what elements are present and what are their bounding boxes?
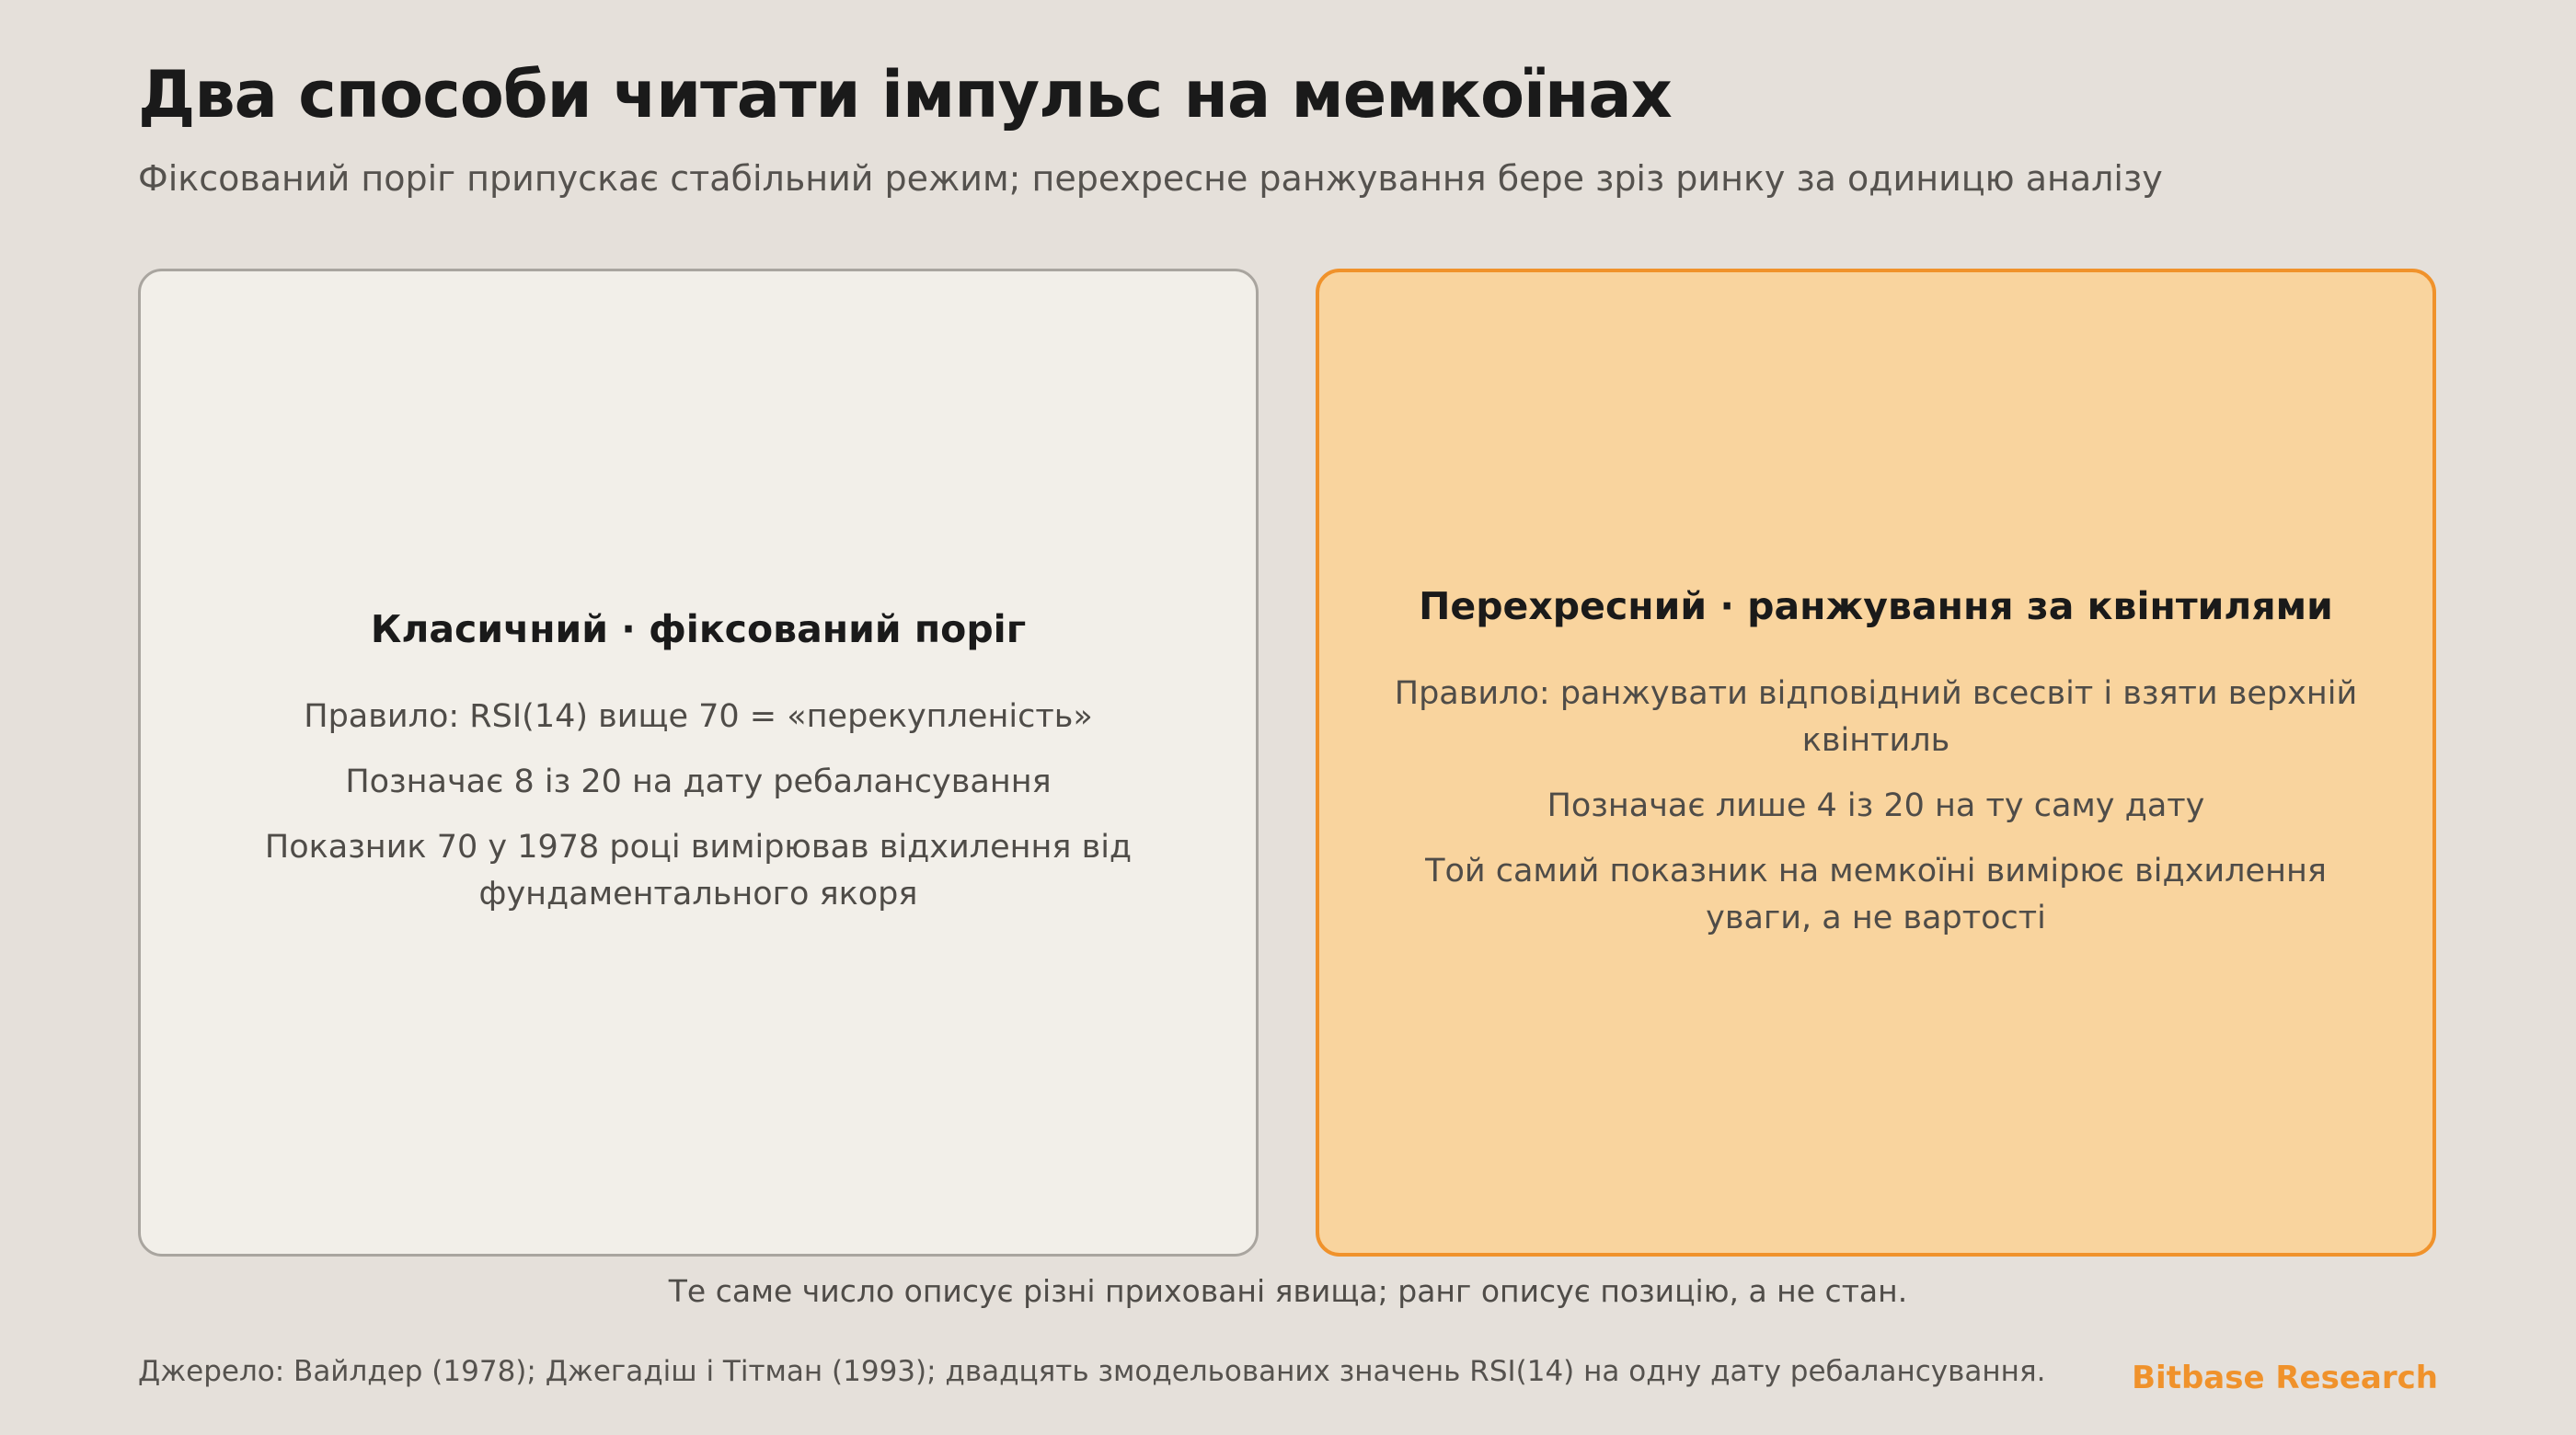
classic-count-text: Позначає 8 із 20 на дату ребалансування [345, 763, 1052, 800]
source-note: Джерело: Вайлдер (1978); Джегадіш і Тітман (1993); двадцять змодельованих значень RSI(14) на одну дату ребалансування. [138, 1355, 2046, 1388]
cross-panel-title: Перехресний · ранжування за квінтилями [1419, 583, 2333, 628]
cross-context-text: Той самий показник на мемкоїні вимірює відхилення уваги, а не вартості [1425, 852, 2327, 936]
summary-caption: Те саме число описує різні приховані явища; ранг описує позицію, а не стан. [668, 1273, 1908, 1309]
classic-context-text: Показник 70 у 1978 році вимірював відхилення від фундаментального якоря [264, 829, 1133, 913]
classic-panel-title: Класичний · фіксований поріг [370, 607, 1027, 651]
brand-logo-text: Bitbase Research [2132, 1360, 2438, 1396]
classic-approach-panel [138, 269, 1259, 1257]
cross-rule-text: Правило: ранжувати відповідний всесвіт і взяти верхній квінтиль [1394, 674, 2358, 759]
classic-rule-text: Правило: RSI(14) вище 70 = «перекупленість» [304, 698, 1093, 735]
page-subtitle: Фіксований поріг припускає стабільний режим; перехресне ранжування бере зріз ринку за одиницю аналізу [138, 158, 2163, 199]
cross-count-text: Позначає лише 4 із 20 на ту саму дату [1547, 786, 2205, 824]
cross-sectional-approach-panel [1316, 269, 2436, 1257]
page-title: Два способи читати імпульс на мемкоїнах [138, 57, 1672, 132]
